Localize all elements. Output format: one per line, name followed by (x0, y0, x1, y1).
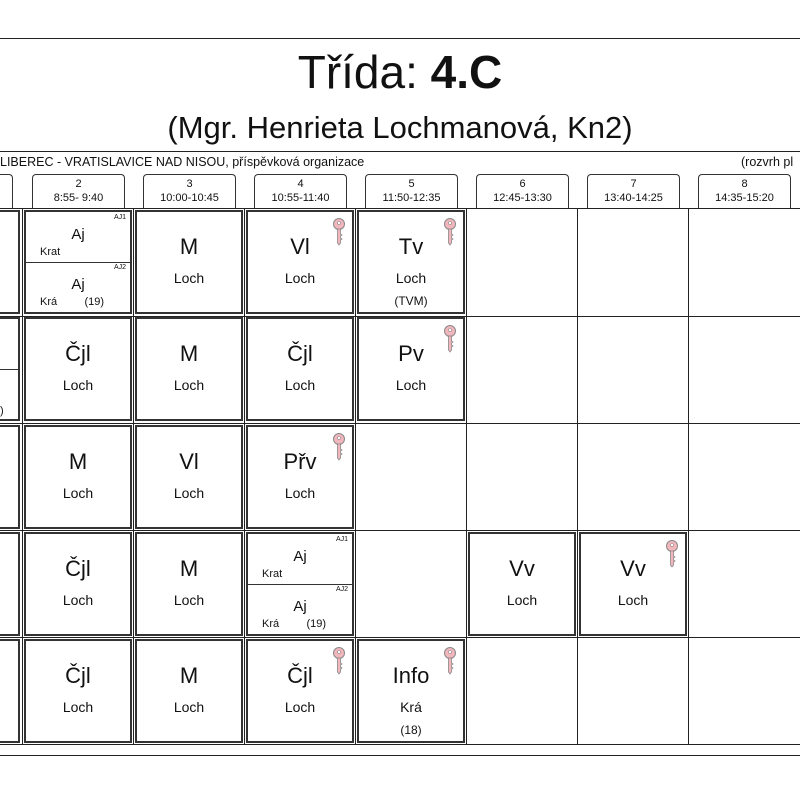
period-header-1-partial (0, 174, 13, 208)
period-time: 8:55- 9:40 (53, 192, 104, 204)
teacher: Loch (173, 485, 205, 501)
subject: M (179, 341, 199, 366)
subject: Aj (293, 548, 307, 565)
subject: M (179, 663, 199, 688)
subject: Aj (71, 226, 85, 243)
subject: Tv (398, 234, 424, 259)
subject: Aj (71, 276, 85, 293)
class-name: 4.C (430, 46, 503, 98)
grid-line (133, 208, 134, 744)
school-name: LIBEREC - VRATISLAVICE NAD NISOU, příspěvková organizace (0, 155, 365, 169)
room: (19) (84, 296, 104, 308)
subject: M (179, 234, 199, 259)
period-number: 7 (630, 178, 637, 190)
lesson-cell-partial[interactable] (0, 210, 20, 314)
lesson-cell-partial[interactable] (0, 532, 20, 636)
subject: Aj (293, 598, 307, 615)
teacher: Loch (62, 377, 94, 393)
teacher: Loch (395, 270, 427, 286)
teacher: Krá (262, 618, 280, 630)
period-number: 2 (75, 178, 82, 190)
class-label: Třída: (297, 46, 418, 98)
grid-line (355, 208, 356, 744)
subject: Čjl (287, 663, 313, 688)
lesson-cell[interactable] (24, 317, 132, 421)
subject: M (179, 556, 199, 581)
grid-line (0, 744, 800, 745)
teacher: Loch (173, 592, 205, 608)
period-time: 11:50-12:35 (382, 192, 441, 204)
lesson-cell[interactable] (24, 210, 132, 314)
period-number: 4 (297, 178, 304, 190)
subject: Přv (283, 449, 317, 474)
lesson-cell[interactable] (357, 639, 465, 743)
grid-line (0, 208, 800, 209)
split-divider (0, 369, 18, 370)
teacher: Loch (395, 377, 427, 393)
lesson-cell[interactable] (135, 532, 243, 636)
teacher: Loch (284, 377, 316, 393)
period-header-2 (32, 174, 125, 208)
header-rule (0, 151, 800, 152)
period-number: 8 (741, 178, 748, 190)
subject: Vl (179, 449, 199, 474)
group-label: AJ2 (335, 586, 348, 593)
grid-line (466, 208, 467, 744)
room-fragment: ) (0, 405, 4, 417)
subject: Info (392, 663, 430, 688)
teacher: Loch (62, 699, 94, 715)
lesson-cell[interactable] (135, 210, 243, 314)
period-header-5 (365, 174, 458, 208)
period-time: 13:40-14:25 (604, 192, 663, 204)
teacher: Loch (506, 592, 538, 608)
lesson-cell-partial[interactable] (0, 317, 20, 421)
lesson-cell[interactable] (468, 532, 576, 636)
lesson-cell[interactable] (246, 425, 354, 529)
teacher: Krat (262, 568, 283, 580)
lesson-cell[interactable] (135, 317, 243, 421)
period-time: 12:45-13:30 (493, 192, 552, 204)
lesson-cell[interactable] (246, 532, 354, 636)
subject: M (68, 449, 88, 474)
subject: Vv (620, 556, 646, 581)
group-lesson-top (248, 534, 352, 585)
period-number: 3 (186, 178, 193, 190)
grid-line (577, 208, 578, 744)
lesson-cell[interactable] (24, 639, 132, 743)
subject: Čjl (65, 663, 91, 688)
subject: Pv (398, 341, 424, 366)
teacher: Loch (173, 699, 205, 715)
subject: Čjl (287, 341, 313, 366)
subject: Čjl (65, 556, 91, 581)
lesson-cell[interactable] (579, 532, 687, 636)
room: (19) (306, 618, 326, 630)
group-lesson-bottom (248, 584, 352, 634)
lesson-cell[interactable] (246, 210, 354, 314)
teacher: Loch (284, 485, 316, 501)
grid-line (0, 423, 800, 424)
top-rule (0, 38, 800, 39)
subject: Vv (509, 556, 535, 581)
teacher: Krá (400, 699, 422, 715)
period-header-8 (698, 174, 791, 208)
lesson-cell-partial[interactable] (0, 425, 20, 529)
teacher: Loch (62, 485, 94, 501)
bottom-rule (0, 755, 800, 756)
group-lesson-top (26, 212, 130, 263)
grid-line (0, 530, 800, 531)
teacher: Loch (284, 699, 316, 715)
teacher: Krat (40, 246, 61, 258)
grid-line (688, 208, 689, 744)
teacher: Krá (40, 296, 58, 308)
teacher: Loch (173, 270, 205, 286)
teacher: Loch (617, 592, 649, 608)
grid-line (0, 637, 800, 638)
period-time: 10:55-11:40 (271, 192, 330, 204)
period-time: 10:00-10:45 (160, 192, 219, 204)
lesson-cell[interactable] (357, 210, 465, 314)
period-number: 5 (408, 178, 415, 190)
group-lesson-bottom (26, 262, 130, 312)
period-header-7 (587, 174, 680, 208)
page-title (0, 44, 800, 100)
period-header-3 (143, 174, 236, 208)
period-number: 6 (519, 178, 526, 190)
teacher: Loch (62, 592, 94, 608)
period-time: 14:35-15:20 (715, 192, 774, 204)
lesson-cell[interactable] (246, 317, 354, 421)
room: (18) (400, 723, 422, 737)
lesson-cell[interactable] (24, 425, 132, 529)
teacher: Loch (284, 270, 316, 286)
teacher: Loch (173, 377, 205, 393)
class-teacher: (Mgr. Henrieta Lochmanová, Kn2) (167, 110, 633, 145)
room: (TVM) (394, 294, 428, 308)
subject: Vl (290, 234, 310, 259)
lesson-cell[interactable] (135, 639, 243, 743)
lesson-cell-partial[interactable] (0, 639, 20, 743)
period-header-4 (254, 174, 347, 208)
schedule-note: (rozvrh pl (741, 155, 794, 169)
group-label: AJ2 (113, 264, 126, 271)
period-header-6 (476, 174, 569, 208)
grid-line (244, 208, 245, 744)
lesson-cell[interactable] (135, 425, 243, 529)
lesson-cell[interactable] (246, 639, 354, 743)
subject: Čjl (65, 341, 91, 366)
grid-line (22, 208, 23, 744)
lesson-cell[interactable] (24, 532, 132, 636)
group-label: AJ1 (113, 214, 126, 221)
group-label: AJ1 (335, 536, 348, 543)
lesson-cell[interactable] (357, 317, 465, 421)
